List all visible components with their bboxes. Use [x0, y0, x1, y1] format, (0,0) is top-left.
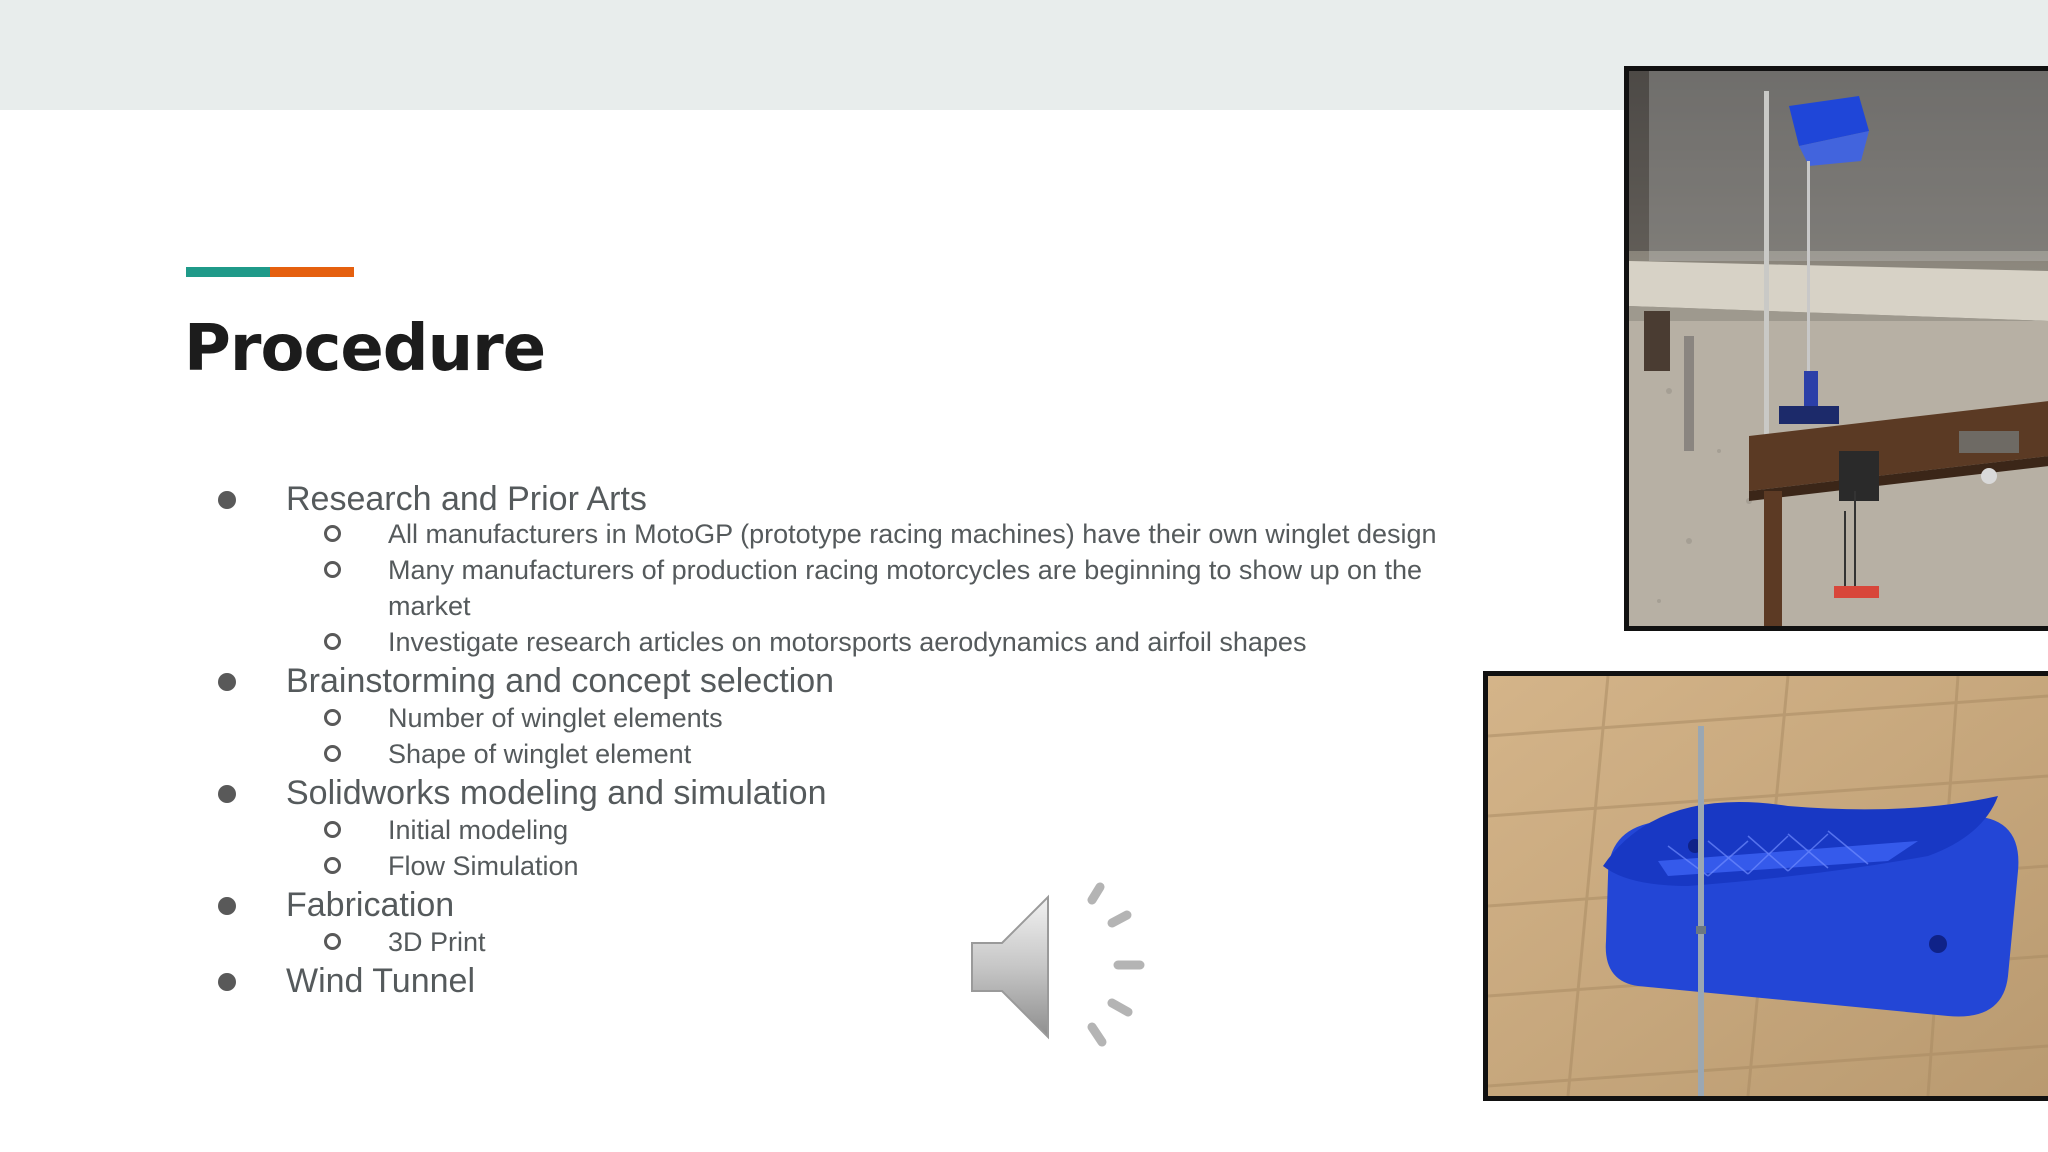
bullet-dot: [218, 491, 236, 509]
sub-bullet-item: [0, 552, 1460, 624]
sub-bullet-ring: [324, 561, 341, 578]
bullet-item: [0, 660, 1460, 700]
bullet-dot: [218, 785, 236, 803]
sub-bullet-ring: [324, 525, 341, 542]
bullet-text: Brainstorming and concept selection: [286, 662, 835, 700]
sub-bullet-item: [0, 848, 1460, 884]
sub-bullet-item: [0, 812, 1460, 848]
bullet-item: [0, 960, 1460, 1000]
sub-bullet-item: [0, 736, 1460, 772]
sub-bullet-ring: [324, 709, 341, 726]
bullet-item: [0, 478, 1460, 518]
bullet-item: [0, 884, 1460, 924]
accent-orange: [270, 267, 354, 277]
bullet-text: Fabrication: [286, 886, 455, 924]
sub-bullet-ring: [324, 857, 341, 874]
wind-tunnel-photo: [1624, 66, 2048, 631]
sub-bullet-ring: [324, 933, 341, 950]
sub-bullet-ring: [324, 821, 341, 838]
sub-bullet-ring: [324, 745, 341, 762]
sub-bullet-text: 3D Print: [388, 927, 486, 957]
sub-bullet-text: Number of winglet elements: [388, 703, 723, 733]
bullet-text: Solidworks modeling and simulation: [286, 774, 827, 812]
sub-bullet-text: Shape of winglet element: [388, 739, 692, 769]
bullet-text: Research and Prior Arts: [286, 480, 647, 518]
sub-bullet-text: Flow Simulation: [388, 851, 579, 881]
bullet-item: [0, 772, 1460, 812]
bullet-dot: [218, 673, 236, 691]
sub-bullet-item: [0, 700, 1460, 736]
bullet-dot: [218, 973, 236, 991]
sub-bullet-ring: [324, 633, 341, 650]
sub-bullet-item: [0, 924, 1460, 960]
title-accent-bar: [186, 267, 354, 277]
winglet-print-photo: [1483, 671, 2048, 1101]
sub-bullet-text: Many manufacturers of production racing motorcycles are beginning to show up on the market: [388, 555, 1423, 621]
speaker-icon[interactable]: [960, 875, 1160, 1065]
sub-bullet-text: Initial modeling: [388, 815, 569, 845]
accent-teal: [186, 267, 270, 277]
bullet-list: [0, 478, 1460, 1000]
bullet-text: Wind Tunnel: [286, 962, 475, 1000]
bullet-dot: [218, 897, 236, 915]
sub-bullet-text: All manufacturers in MotoGP (prototype racing machines) have their own winglet design: [388, 519, 1437, 549]
slide-title: Procedure: [184, 312, 546, 386]
sub-bullet-item: [0, 516, 1460, 552]
sub-bullet-text: Investigate research articles on motorsports aerodynamics and airfoil shapes: [388, 627, 1307, 657]
sub-bullet-item: [0, 624, 1460, 660]
